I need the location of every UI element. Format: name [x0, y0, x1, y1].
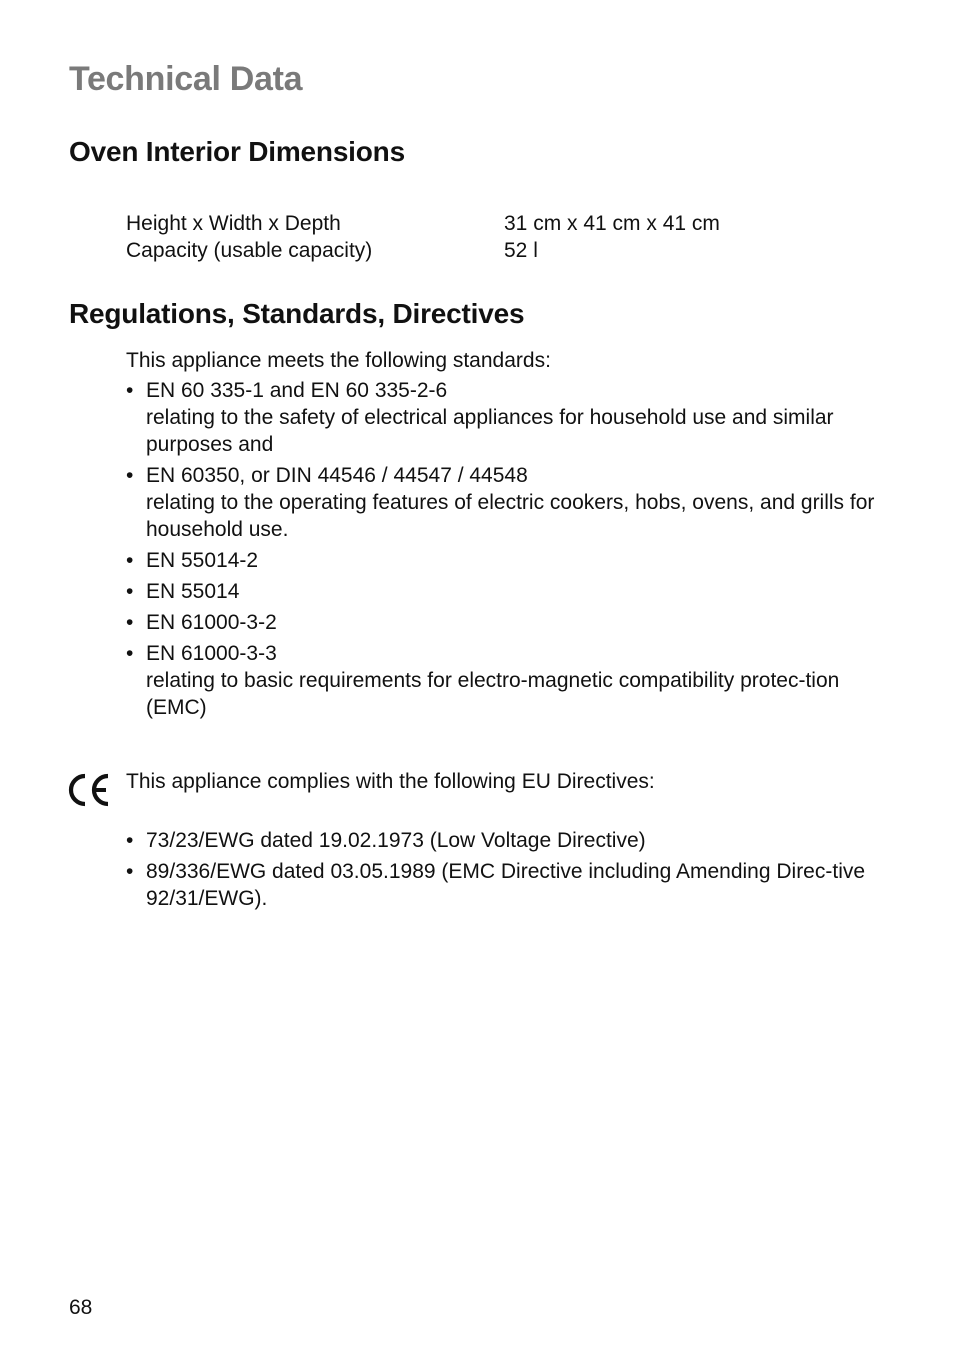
list-item [126, 462, 888, 543]
dimension-value: 31 cm x 41 cm x 41 cm [504, 212, 720, 235]
dimension-value: 52 l [504, 239, 538, 262]
list-item [126, 547, 888, 574]
standard-code: EN 61000-3-2 [146, 611, 277, 634]
list-item [126, 640, 888, 721]
bullet-icon: • [126, 549, 134, 572]
list-item [126, 609, 888, 636]
standards-list [126, 377, 888, 725]
standard-code: EN 61000-3-3 [146, 642, 277, 665]
list-item [126, 827, 888, 854]
directives-intro: This appliance complies with the following EU Directives: [126, 770, 655, 793]
bullet-icon: • [126, 829, 134, 852]
standard-description: relating to the operating features of electric cookers, hobs, ovens, and grills for household use. [146, 491, 875, 541]
directive-text: 89/336/EWG dated 03.05.1989 (EMC Directive including Amending Direc-tive 92/31/EWG). [146, 860, 866, 910]
directive-text: 73/23/EWG dated 19.02.1973 (Low Voltage Directive) [146, 829, 646, 852]
dimension-label: Capacity (usable capacity) [126, 239, 373, 262]
list-item [126, 377, 888, 458]
dimension-label: Height x Width x Depth [126, 212, 341, 235]
list-item [126, 858, 888, 912]
directives-list [126, 827, 888, 916]
bullet-icon: • [126, 580, 134, 603]
bullet-icon: • [126, 611, 134, 634]
bullet-icon: • [126, 379, 134, 402]
list-item [126, 578, 888, 605]
standard-code: EN 55014 [146, 580, 240, 603]
standard-description: relating to the safety of electrical appliances for household use and similar purposes and [146, 406, 834, 456]
bullet-icon: • [126, 642, 134, 665]
ce-mark-icon [66, 772, 112, 808]
bullet-icon: • [126, 464, 134, 487]
standards-intro: This appliance meets the following standards: [126, 349, 551, 372]
standard-code: EN 60350, or DIN 44546 / 44547 / 44548 [146, 464, 528, 487]
page-title: Technical Data [69, 60, 303, 98]
bullet-icon: • [126, 860, 134, 883]
standard-description: relating to basic requirements for electro-magnetic compatibility protec-tion (EMC) [146, 669, 840, 719]
regulations-heading: Regulations, Standards, Directives [69, 298, 525, 329]
standard-code: EN 60 335-1 and EN 60 335-2-6 [146, 379, 448, 402]
standard-code: EN 55014-2 [146, 549, 259, 572]
page-number: 68 [69, 1296, 93, 1319]
oven-dimensions-heading: Oven Interior Dimensions [69, 136, 405, 167]
